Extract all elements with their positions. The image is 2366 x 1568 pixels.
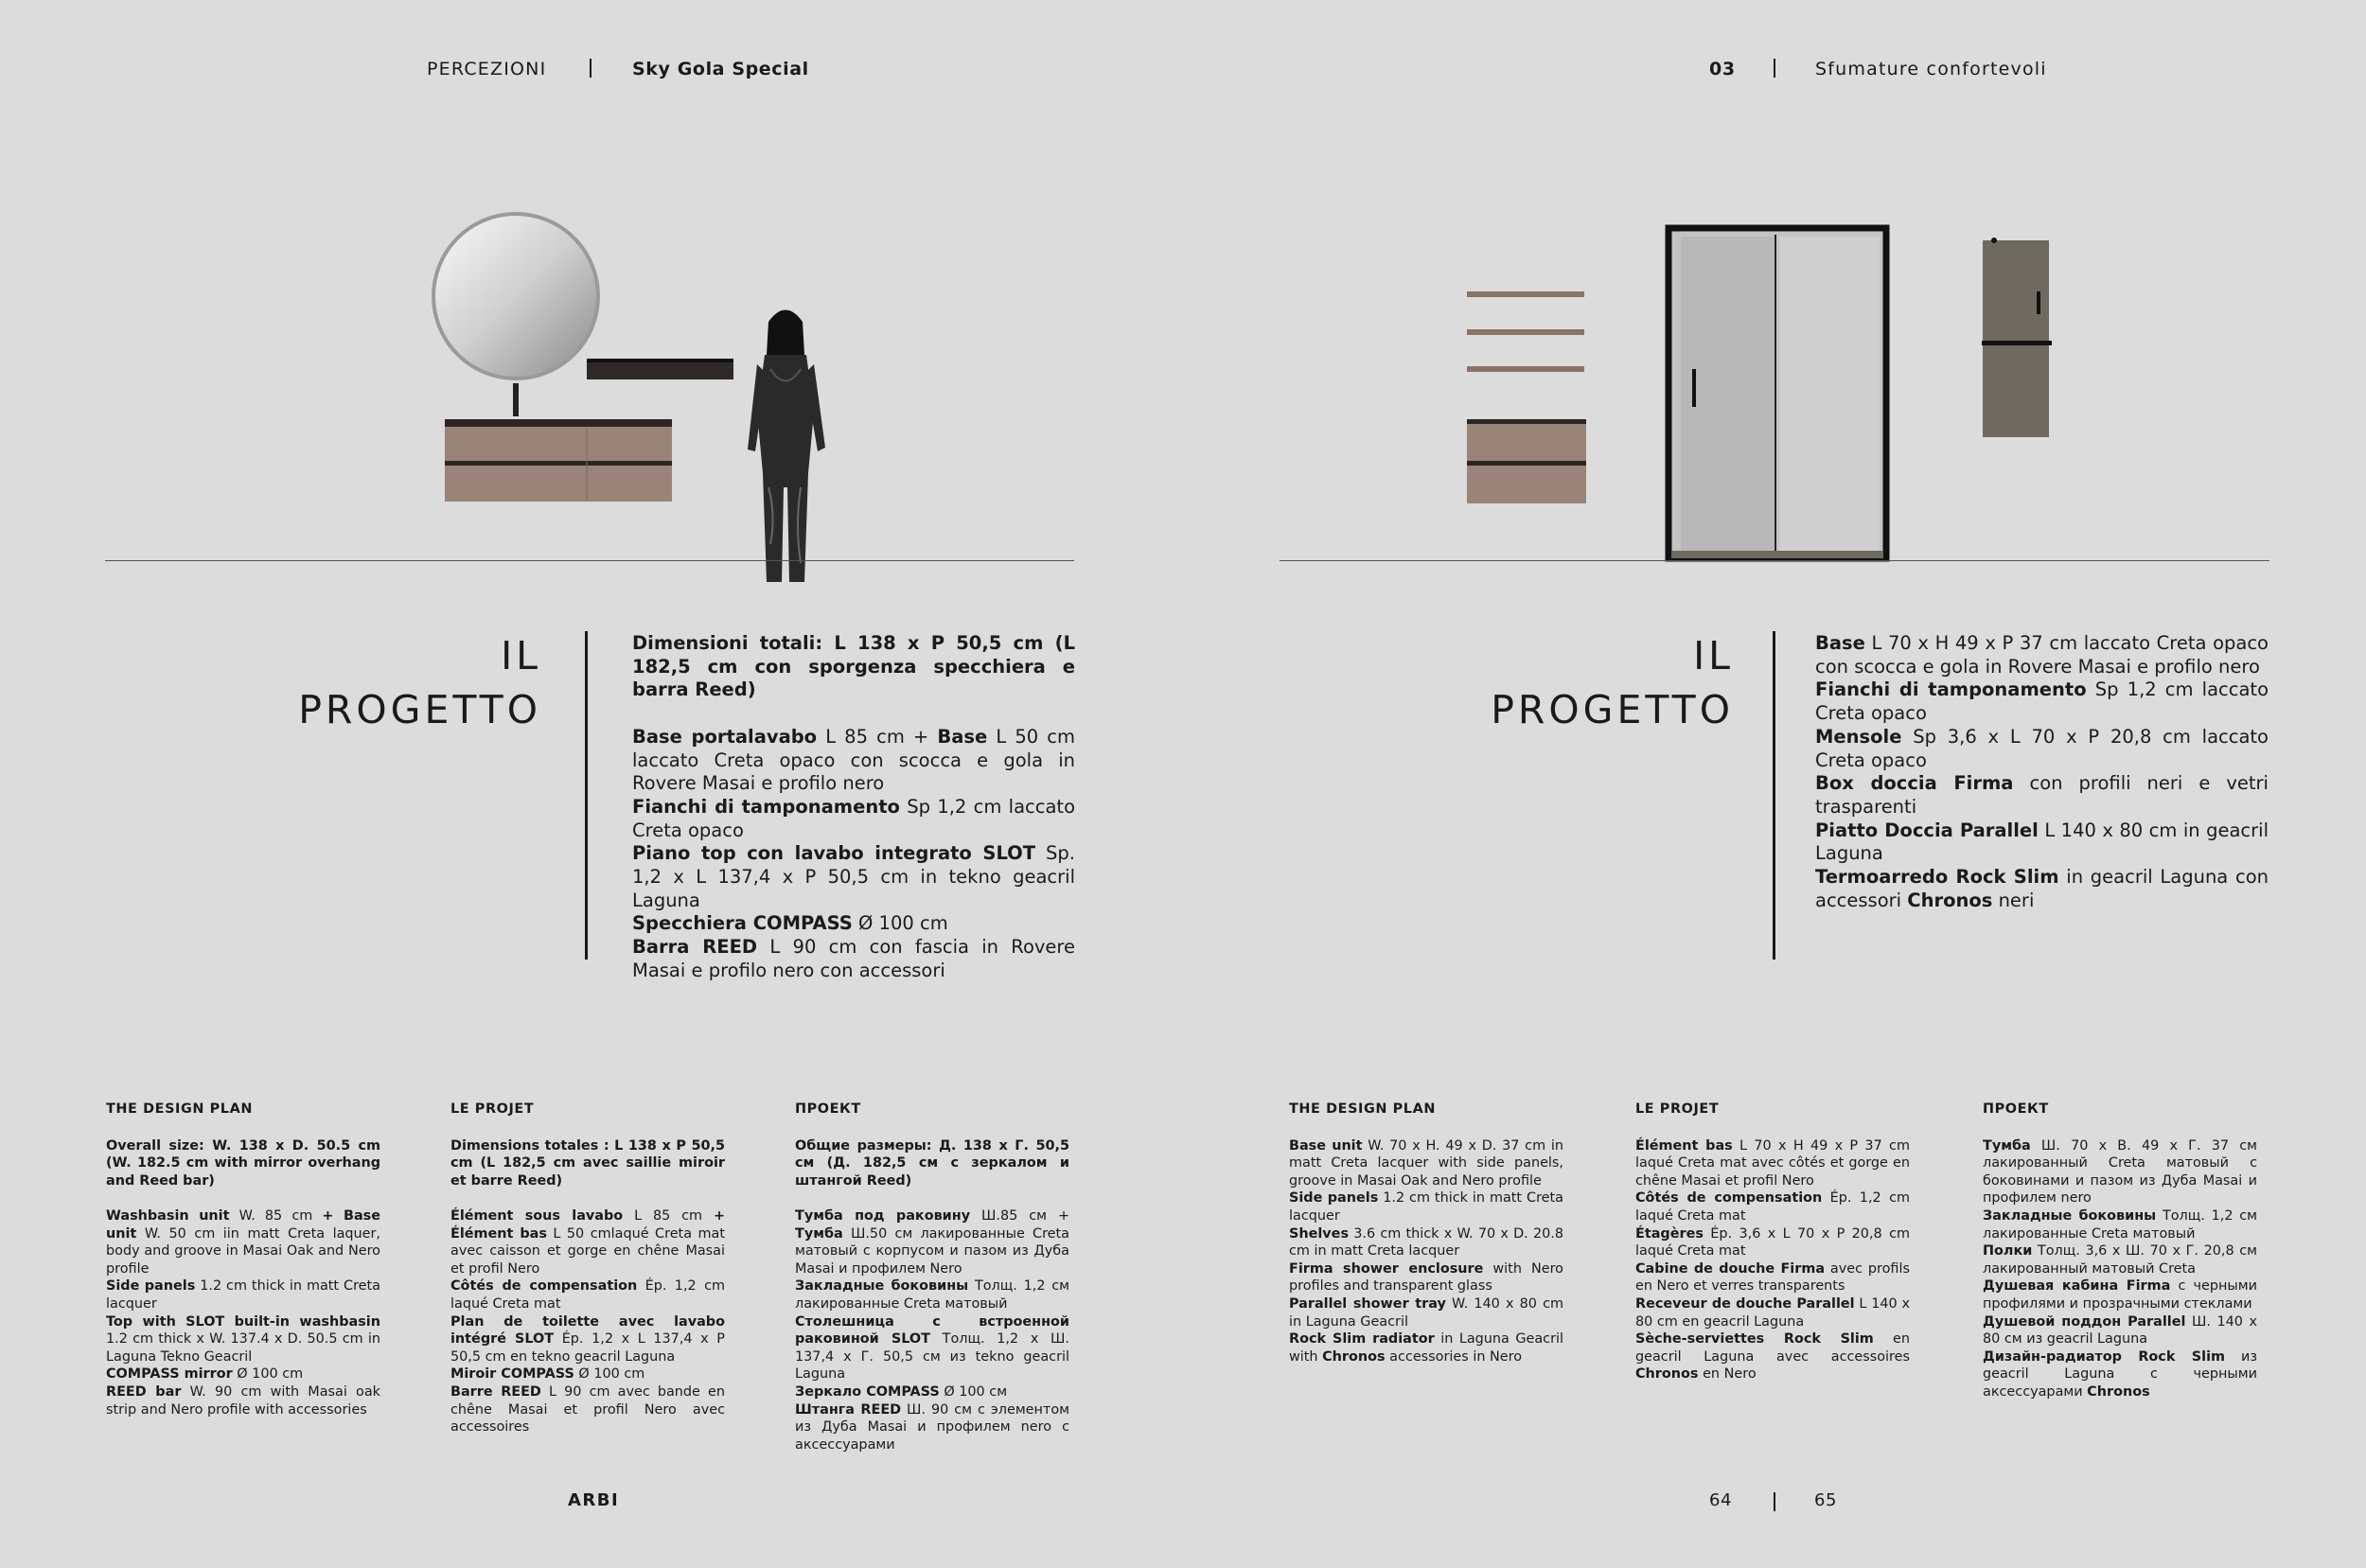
spec-item: Base L 70 x H 49 x P 37 cm laccato Creta opaco con scocca e gola in Rovere Masai e profilo nero — [1815, 632, 2269, 678]
spec-item: Душевой поддон Parallel Ш. 140 x 80 см из geacril Laguna — [1983, 1313, 2257, 1348]
mirror-stem — [513, 383, 519, 416]
spec-item: Столешница с встроенной раковиной SLOT Толщ. 1,2 x Ш. 137,4 x Г. 50,5 см из tekno geacril Laguna — [795, 1313, 1069, 1383]
column-heading: THE DESIGN PLAN — [106, 1101, 253, 1117]
spec-item: Firma shower enclosure with Nero profiles and transparent glass — [1289, 1260, 1563, 1295]
spec-item: Shelves 3.6 cm thick x W. 70 x D. 20.8 cm in matt Creta lacquer — [1289, 1225, 1563, 1260]
shelf — [1467, 291, 1584, 297]
spec-item: Sèche-serviettes Rock Slim en geacril Laguna avec accessoires Chronos en Nero — [1635, 1331, 1910, 1383]
rock-slim-radiator — [1983, 240, 2049, 437]
spec-item: Parallel shower tray W. 140 x 80 cm in Laguna Geacril — [1289, 1295, 1564, 1330]
spec-item: REED bar W. 90 cm with Masai oak strip and Nero profile with accessories — [106, 1383, 380, 1418]
page-number-right: 65 — [1814, 1490, 1837, 1510]
title-divider — [585, 631, 588, 960]
header-chapter-number: 03 — [1709, 59, 1736, 79]
spec-item: Élément bas L 70 x H 49 x P 37 cm laqué Creta mat avec côtés et gorge en chêne Masai et profil Nero — [1635, 1137, 1910, 1189]
chronos-towel-bar — [1982, 341, 2052, 345]
parallel-shower-tray — [1671, 551, 1883, 558]
spec-item: Barre REED L 90 cm avec bande en chêne Masai et profil Nero avec accessoires — [450, 1383, 726, 1436]
page-title: IL PROGETTO — [1491, 633, 1734, 732]
spec-item: COMPASS mirror Ø 100 cm — [106, 1366, 304, 1383]
column-heading: LE PROJET — [450, 1101, 535, 1117]
title-divider — [1773, 631, 1775, 960]
spec-item: Rock Slim radiator in Laguna Geacril with Chronos accessories in Nero — [1289, 1331, 1563, 1365]
base-drawer-top — [445, 427, 672, 461]
spec-item: Тумба под раковину Ш.85 см + Тумба Ш.50 см лакированные Creta матовый с корпусом и пазом из Дуба Masai и профилем Nero — [795, 1207, 1069, 1277]
column-heading: ПРОЕКТ — [1983, 1101, 2049, 1117]
slot-top — [445, 419, 672, 427]
spec-item: Дизайн-радиатор Rock Slim из geacril Laguna с черными аксессуарами Chronos — [1983, 1348, 2257, 1400]
spec-item: Side panels 1.2 cm thick in matt Creta lacquer — [106, 1278, 380, 1312]
spec-item: Washbasin unit W. 85 cm + Base unit W. 50 cm iin matt Creta laquer, body and groove in Masai Oak and Nero profile — [106, 1207, 380, 1277]
header-right-title: Sfumature confortevoli — [1815, 59, 2047, 79]
spec-item: Mensole Sp 3,6 x L 70 x P 20,8 cm laccato Creta opaco — [1815, 725, 2269, 771]
translation-column-en — [106, 1101, 380, 1418]
column-heading: ПРОЕКТ — [795, 1101, 861, 1117]
translation-column-fr — [1635, 1101, 1910, 1383]
translation-column-ru — [795, 1101, 1069, 1453]
spec-item: Base portalavabo L 85 cm + Base L 50 cm laccato Creta opaco con scocca e gola in Rovere Masai e profilo nero — [632, 725, 1075, 795]
shower-composition-illustration — [1457, 218, 2063, 568]
spec-item: Зеркало COMPASS Ø 100 см — [795, 1383, 1008, 1400]
page-title: IL PROGETTO — [298, 633, 541, 732]
spec-item: Полки Толщ. 3,6 x Ш. 70 x Г. 20,8 см лакированный матовый Creta — [1983, 1243, 2257, 1277]
page-number-left: 64 — [1709, 1490, 1732, 1510]
spec-item: Закладные боковины Толщ. 1,2 см лакированные Creta матовый — [1983, 1207, 2257, 1242]
spec-item: Piatto Doccia Parallel L 140 x 80 cm in geacril Laguna — [1815, 819, 2269, 865]
overall-dimensions: Dimensioni totali: L 138 x P 50,5 cm (L 182,5 cm con sporgenza specchiera e barra Reed) — [632, 632, 1075, 701]
floor-line — [105, 560, 1074, 561]
washbasin-composition-illustration — [416, 203, 852, 591]
spec-item: Cabine de douche Firma avec profils en Nero et verres transparents — [1635, 1260, 1910, 1295]
spec-item: Piano top con lavabo integrato SLOT Sp. 1,2 x L 137,4 x P 50,5 cm in tekno geacril Laguna — [632, 842, 1075, 911]
base-top — [1467, 419, 1586, 424]
spec-item: Тумба Ш. 70 x В. 49 x Г. 37 см лакированный Creta матовый с боковинами и пазом из Дуба Masai и профилем nero — [1983, 1137, 2257, 1207]
overall-dimensions: Overall size: W. 138 x D. 50.5 cm (W. 182.5 cm with mirror overhang and Reed bar) — [106, 1137, 380, 1189]
compass-mirror — [433, 214, 598, 379]
shelf — [1467, 366, 1584, 372]
header-divider — [590, 59, 592, 78]
spec-item: Étagères Ép. 3,6 x L 70 x P 20,8 cm laqué Creta mat — [1635, 1225, 1910, 1260]
spec-item: Закладные боковины Толщ. 1,2 см лакированные Creta матовый — [795, 1278, 1069, 1312]
base-drawer-top — [1467, 424, 1586, 461]
spec-item: Box doccia Firma con profili neri e vetri trasparenti — [1815, 772, 2269, 818]
spec-item: Élément sous lavabo L 85 cm + Élément bas L 50 cmlaqué Creta mat avec caisson et gorge en chêne Masai et profil Nero — [450, 1207, 725, 1277]
spec-item: Fianchi di tamponamento Sp 1,2 cm laccato Creta opaco — [1815, 678, 2269, 725]
base-drawer-bottom — [445, 466, 672, 502]
spec-item: Barra REED L 90 cm con fascia in Rovere Masai e profilo nero con accessori — [632, 936, 1076, 981]
spec-item: Miroir COMPASS Ø 100 cm — [450, 1366, 645, 1383]
spec-item: Côtés de compensation Ép. 1,2 cm laqué Creta mat — [1635, 1190, 1910, 1224]
project-description — [1815, 632, 2269, 912]
spec-item: Plan de toilette avec lavabo intégré SLOT Ép. 1,2 x L 137,4 x P 50,5 cm en tekno geacril Laguna — [450, 1313, 725, 1365]
base-drawer-bottom — [1467, 466, 1586, 503]
overall-dimensions: Dimensions totales : L 138 x P 50,5 cm (L 182,5 cm avec saillie miroir et barre Reed) — [450, 1137, 725, 1189]
spec-item: Specchiera COMPASS Ø 100 cm — [632, 912, 948, 935]
shower-handle — [1692, 369, 1696, 407]
spec-item: Termoarredo Rock Slim in geacril Laguna con accessori Chronos neri — [1815, 866, 2269, 911]
spec-item: Base unit W. 70 x H. 49 x D. 37 cm in matt Creta lacquer with side panels, groove in Masai Oak and Nero profile — [1289, 1137, 1563, 1189]
spec-item: Душевая кабина Firma с черными профилями и прозрачными стеклами — [1983, 1278, 2257, 1312]
translation-column-ru — [1983, 1101, 2257, 1401]
human-figure — [748, 310, 825, 583]
translation-column-fr — [450, 1101, 725, 1436]
spec-item: Côtés de compensation Ép. 1,2 cm laqué Creta mat — [450, 1278, 725, 1312]
footer-brand: ARBI — [568, 1490, 620, 1510]
header-divider — [1774, 59, 1775, 78]
column-heading: LE PROJET — [1635, 1101, 1720, 1117]
project-description — [632, 632, 1075, 983]
translation-column-en — [1289, 1101, 1563, 1365]
header-section: PERCEZIONI — [427, 59, 547, 79]
shelf — [1467, 329, 1584, 335]
spec-item: Top with SLOT built-in washbasin 1.2 cm thick x W. 137.4 x D. 50.5 cm in Laguna Tekno Geacril — [106, 1313, 380, 1365]
footer-divider — [1774, 1492, 1775, 1511]
spec-item: Штанга REED Ш. 90 см с элементом из Дуба Masai и профилем nero с аксессуарами — [795, 1401, 1069, 1453]
column-heading: THE DESIGN PLAN — [1289, 1101, 1436, 1117]
floor-line — [1280, 560, 2269, 561]
spec-item: Side panels 1.2 cm thick in matt Creta lacquer — [1289, 1190, 1563, 1224]
spec-item: Fianchi di tamponamento Sp 1,2 cm laccato Creta opaco — [632, 795, 1075, 841]
spec-item: Receveur de douche Parallel L 140 x 80 cm en geacril Laguna — [1635, 1295, 1910, 1330]
header-left-title: Sky Gola Special — [632, 59, 809, 79]
overall-dimensions: Общие размеры: Д. 138 x Г. 50,5 см (Д. 182,5 см с зеркалом и штангой Reed) — [795, 1137, 1069, 1189]
